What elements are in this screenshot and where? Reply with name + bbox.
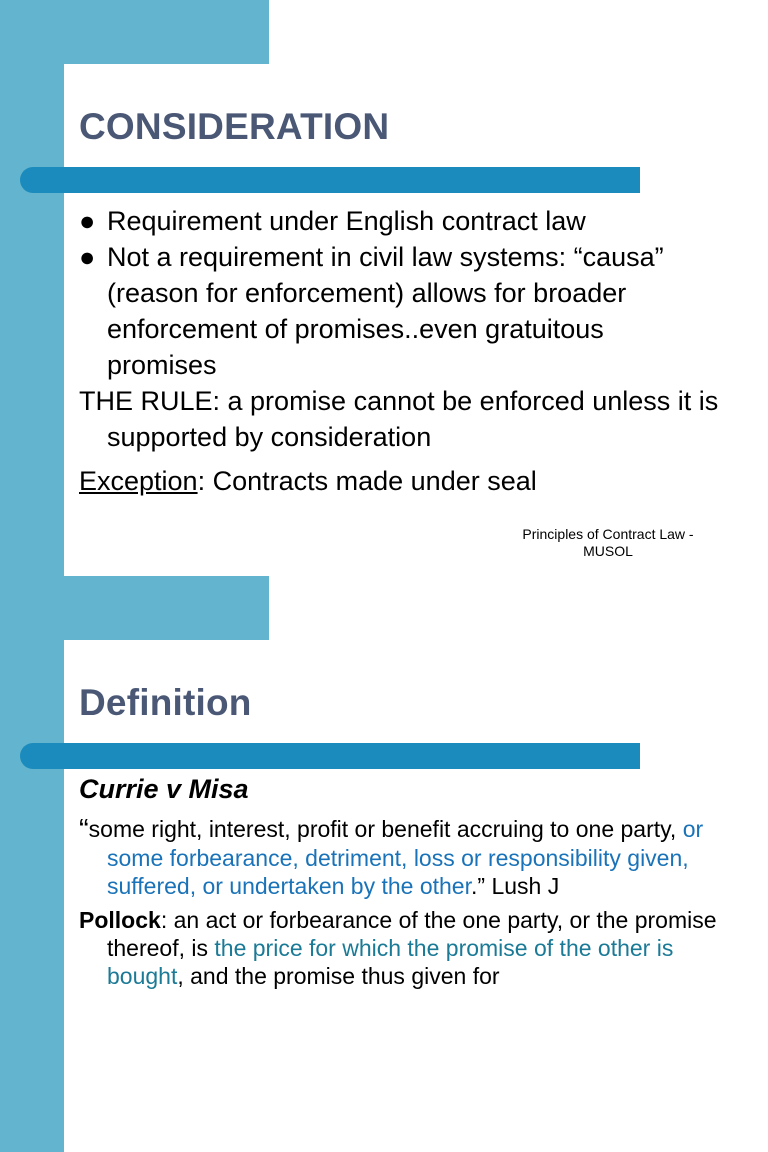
slide-definition bbox=[0, 576, 768, 1152]
currie-quote bbox=[79, 815, 719, 900]
pollock-label: Pollock bbox=[79, 907, 161, 933]
bullet-text: Not a requirement in civil law systems: “causa” (reason for enforcement) allows for broader enforcement of promises..even gratuitous promises bbox=[107, 242, 664, 380]
quote-highlight: or some forbearance, detriment, loss or responsibility given, suffered, or undertaken by the other bbox=[107, 816, 704, 899]
slide-body bbox=[79, 775, 719, 996]
exception-text: : Contracts made under seal bbox=[197, 466, 537, 496]
pollock-text: : an act or forbearance of the one party, or the promise thereof, is bbox=[107, 907, 717, 961]
slide-title: CONSIDERATION bbox=[79, 106, 390, 147]
quote-attribution: .” Lush J bbox=[471, 873, 560, 899]
rule-statement: THE RULE: a promise cannot be enforced unless it is supported by consideration bbox=[79, 386, 719, 452]
pollock-highlight: the price for which the promise of the other is bought bbox=[107, 935, 674, 989]
title-rule-bar bbox=[20, 743, 640, 769]
exception-statement bbox=[79, 463, 719, 499]
open-quote-mark: “ bbox=[79, 814, 89, 846]
side-accent-band bbox=[0, 576, 64, 1152]
side-accent-band bbox=[0, 0, 64, 576]
pollock-text-continued: , and the promise thus given for bbox=[177, 963, 500, 989]
bullet-item bbox=[79, 239, 719, 383]
bullet-icon: ● bbox=[79, 242, 96, 272]
pollock-definition bbox=[79, 906, 719, 990]
slide-body bbox=[79, 203, 719, 499]
bullet-item bbox=[79, 203, 719, 239]
bullet-text: Requirement under English contract law bbox=[107, 206, 586, 236]
bullet-icon: ● bbox=[79, 206, 96, 236]
exception-label: Exception bbox=[79, 466, 198, 496]
footer-line: Principles of Contract Law - bbox=[522, 526, 694, 542]
case-title: Currie v Misa bbox=[79, 774, 249, 804]
slide-footer bbox=[510, 526, 706, 560]
slide-title: Definition bbox=[79, 682, 252, 723]
quote-text: some right, interest, profit or benefit accruing to one party, bbox=[88, 816, 683, 842]
title-rule-bar bbox=[20, 167, 640, 193]
top-accent-block bbox=[64, 576, 269, 640]
footer-line: MUSOL bbox=[583, 543, 633, 559]
top-accent-block bbox=[64, 0, 269, 64]
